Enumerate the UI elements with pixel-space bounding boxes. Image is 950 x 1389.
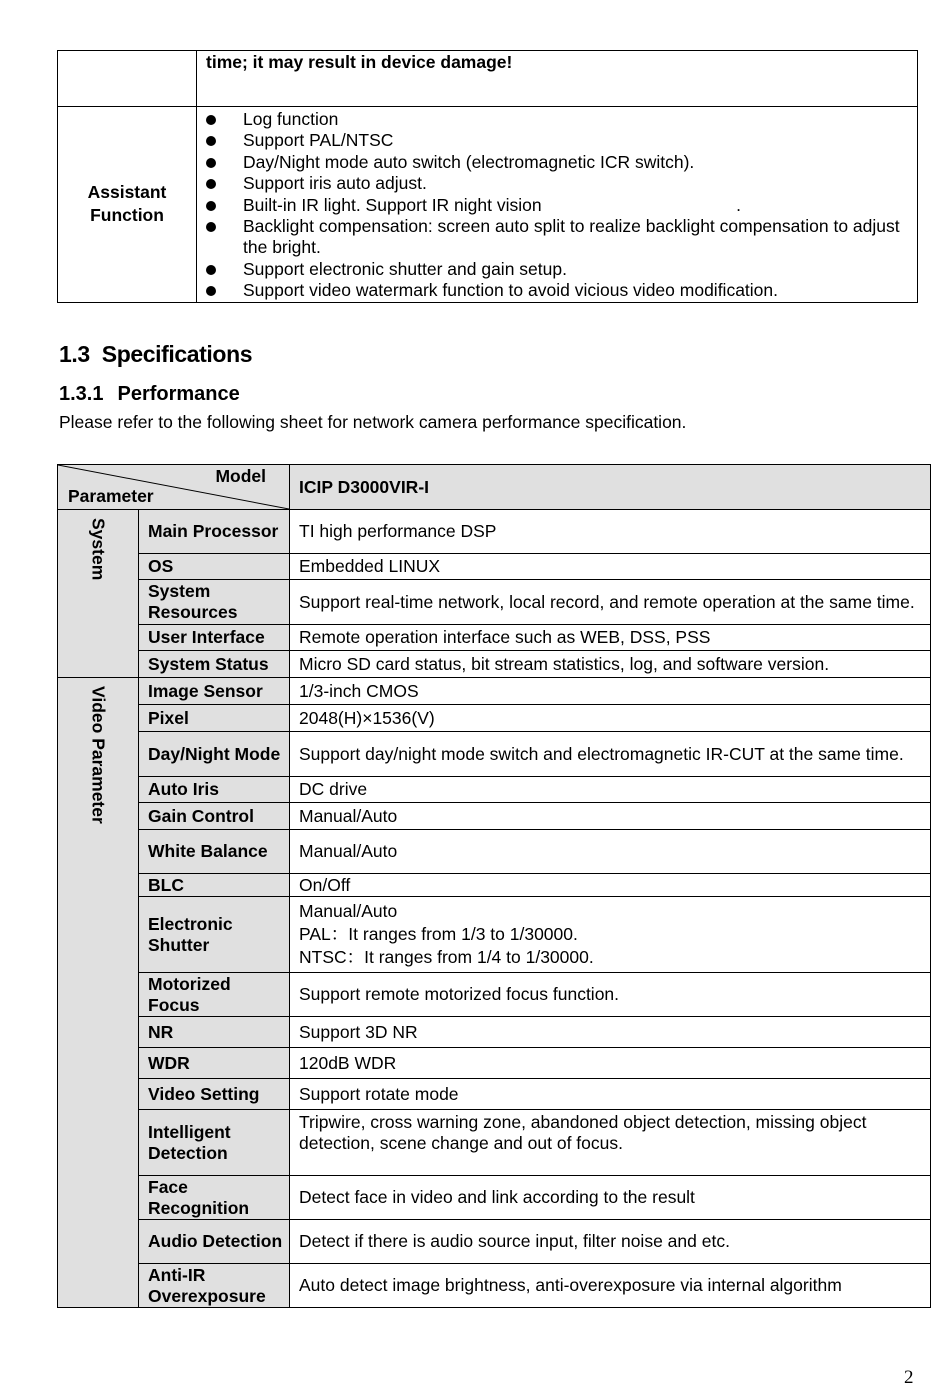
group-system bbox=[58, 510, 139, 678]
group-video-parameter bbox=[58, 678, 139, 1308]
table-row bbox=[58, 1017, 931, 1048]
diagonal-header-cell bbox=[58, 465, 290, 510]
table-row bbox=[58, 732, 931, 777]
table-row bbox=[58, 510, 931, 554]
param-value: Auto detect image brightness, anti-overexposure via internal algorithm bbox=[290, 1264, 931, 1308]
param-value: Support day/night mode switch and electromagnetic IR-CUT at the same time. bbox=[290, 732, 931, 777]
param-value: Detect if there is audio source input, filter noise and etc. bbox=[290, 1220, 931, 1264]
table-row bbox=[58, 625, 931, 651]
table-row bbox=[58, 1079, 931, 1110]
param-name: System Status bbox=[139, 651, 290, 678]
bullet-icon bbox=[206, 136, 216, 146]
param-value: Remote operation interface such as WEB, DSS, PSS bbox=[290, 625, 931, 651]
param-value: 120dB WDR bbox=[290, 1048, 931, 1079]
table-row bbox=[58, 1110, 931, 1176]
param-name: Intelligent Detection bbox=[139, 1110, 290, 1176]
param-name: Main Processor bbox=[139, 510, 290, 554]
assistant-function-label: Assistant Function bbox=[58, 107, 197, 303]
param-value: Tripwire, cross warning zone, abandoned object detection, missing object detection, scene change and out of focus. bbox=[290, 1110, 931, 1176]
table-row bbox=[58, 830, 931, 874]
warning-row bbox=[58, 51, 918, 107]
table-row bbox=[58, 1176, 931, 1220]
parameter-header-label: Parameter bbox=[68, 486, 154, 506]
param-name: Audio Detection bbox=[139, 1220, 290, 1264]
param-name: Anti-IR Overexposure bbox=[139, 1264, 290, 1308]
assistant-row bbox=[58, 107, 918, 303]
bullet-icon bbox=[206, 115, 216, 125]
param-value: DC drive bbox=[290, 777, 931, 803]
param-value: Support rotate mode bbox=[290, 1079, 931, 1110]
param-name: NR bbox=[139, 1017, 290, 1048]
bullet-icon bbox=[206, 222, 216, 232]
param-name: Auto Iris bbox=[139, 777, 290, 803]
param-value: On/Off bbox=[290, 874, 931, 897]
list-item: Support electronic shutter and gain setup. bbox=[206, 259, 909, 280]
section-heading bbox=[59, 341, 252, 368]
param-value: 1/3-inch CMOS bbox=[290, 678, 931, 705]
model-header-label: Model bbox=[215, 466, 266, 486]
param-value: Support real-time network, local record, and remote operation at the same time. bbox=[290, 580, 931, 625]
table-row bbox=[58, 803, 931, 830]
table-row bbox=[58, 897, 931, 973]
param-name: Face Recognition bbox=[139, 1176, 290, 1220]
page-number: 2 bbox=[904, 1367, 914, 1388]
table-row bbox=[58, 1220, 931, 1264]
performance-spec-table bbox=[57, 464, 931, 1308]
list-item: Built-in IR light. Support IR night vision . bbox=[206, 195, 909, 216]
subsection-number: 1.3.1 bbox=[59, 383, 104, 405]
table-row bbox=[58, 874, 931, 897]
intro-paragraph: Please refer to the following sheet for network camera performance specification. bbox=[59, 412, 687, 432]
bullet-icon bbox=[206, 265, 216, 275]
param-name: OS bbox=[139, 554, 290, 580]
table-row bbox=[58, 777, 931, 803]
table-row bbox=[58, 973, 931, 1017]
param-name: WDR bbox=[139, 1048, 290, 1079]
param-name: User Interface bbox=[139, 625, 290, 651]
param-value: 2048(H)×1536(V) bbox=[290, 705, 931, 732]
param-value: Support remote motorized focus function. bbox=[290, 973, 931, 1017]
param-name: Pixel bbox=[139, 705, 290, 732]
table-row bbox=[58, 1264, 931, 1308]
param-value: Detect face in video and link according to the result bbox=[290, 1176, 931, 1220]
table-row bbox=[58, 651, 931, 678]
subsection-title: Performance bbox=[117, 383, 240, 405]
group-system-label: System bbox=[88, 518, 109, 581]
list-item: Support iris auto adjust. bbox=[206, 173, 909, 194]
empty-cell bbox=[58, 51, 197, 107]
table-row bbox=[58, 554, 931, 580]
param-value bbox=[290, 897, 931, 973]
bullet-icon bbox=[206, 201, 216, 211]
value-line: Manual/Auto bbox=[299, 901, 398, 921]
table-header-row bbox=[58, 465, 931, 510]
list-item: Backlight compensation: screen auto split to realize backlight compensation to adjust the bright. bbox=[206, 216, 909, 259]
section-number: 1.3 bbox=[59, 341, 90, 367]
list-item: Support video watermark function to avoid vicious video modification. bbox=[206, 280, 909, 301]
param-value: Manual/Auto bbox=[290, 803, 931, 830]
param-name: Image Sensor bbox=[139, 678, 290, 705]
table-row bbox=[58, 580, 931, 625]
warning-text: time; it may result in device damage! bbox=[197, 51, 918, 107]
table-row bbox=[58, 678, 931, 705]
param-name: Motorized Focus bbox=[139, 973, 290, 1017]
section-title: Specifications bbox=[101, 341, 253, 367]
bullet-icon bbox=[206, 286, 216, 296]
param-name: Video Setting bbox=[139, 1079, 290, 1110]
param-value: Micro SD card status, bit stream statistics, log, and software version. bbox=[290, 651, 931, 678]
list-item: Log function bbox=[206, 109, 909, 130]
list-item: Day/Night mode auto switch (electromagnetic ICR switch). bbox=[206, 152, 909, 173]
param-name: Electronic Shutter bbox=[139, 897, 290, 973]
bullet-icon bbox=[206, 158, 216, 168]
list-item: Support PAL/NTSC bbox=[206, 130, 909, 151]
value-line: NTSC：It ranges from 1/4 to 1/30000. bbox=[299, 947, 594, 967]
table-row bbox=[58, 705, 931, 732]
bullet-icon bbox=[206, 179, 216, 189]
value-line: PAL：It ranges from 1/3 to 1/30000. bbox=[299, 924, 578, 944]
group-video-parameter-label: Video Parameter bbox=[88, 686, 109, 824]
assistant-function-table bbox=[57, 50, 918, 303]
param-name: Gain Control bbox=[139, 803, 290, 830]
subsection-heading bbox=[59, 383, 240, 406]
param-value: Embedded LINUX bbox=[290, 554, 931, 580]
param-name: White Balance bbox=[139, 830, 290, 874]
assistant-function-list bbox=[197, 107, 918, 303]
param-value: Support 3D NR bbox=[290, 1017, 931, 1048]
param-value: Manual/Auto bbox=[290, 830, 931, 874]
table-row bbox=[58, 1048, 931, 1079]
param-name: BLC bbox=[139, 874, 290, 897]
param-name: System Resources bbox=[139, 580, 290, 625]
param-name: Day/Night Mode bbox=[139, 732, 290, 777]
param-value: TI high performance DSP bbox=[290, 510, 931, 554]
model-name: ICIP D3000VIR-I bbox=[290, 465, 931, 510]
